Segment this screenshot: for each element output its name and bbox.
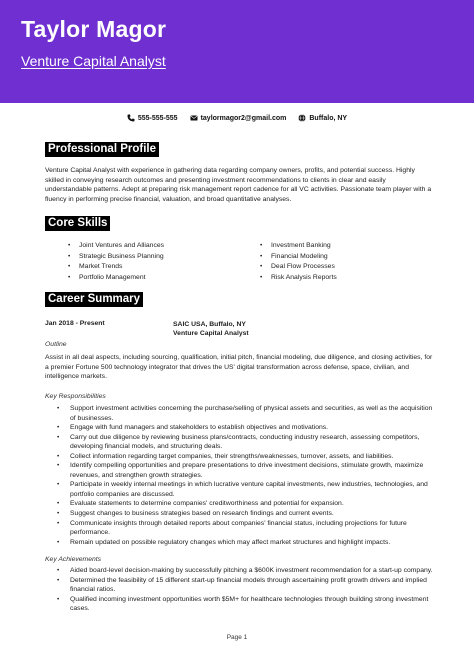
responsibilities-label: Key Responsibilities — [45, 393, 106, 400]
list-item: • Engage with fund managers and stakeholders to establish objectives and motivations. — [57, 424, 329, 432]
skill-item: • Strategic Business Planning — [68, 252, 164, 260]
skill-item: • Portfolio Management — [68, 273, 146, 281]
envelope-icon — [190, 114, 198, 122]
skill-item: • Investment Banking — [260, 242, 331, 249]
candidate-name: Taylor Magor — [21, 16, 167, 42]
phone-icon — [127, 114, 135, 122]
profile-summary: Venture Capital Analyst with experience in gathering data regarding company owners, profits, and potential success. Highly skilled in conveying research outcomes and presenting investment recommendations to clients in clear and easily understandable patterns. Adept at preparing risk management report cadence for all VC activities. Passionate team player with a fluency in performing precise financial, valuation, and broad quantitative analyses. — [45, 167, 432, 203]
section-heading-career: Career Summary — [45, 292, 143, 307]
contact-location-text: Buffalo, NY — [309, 114, 348, 122]
list-item: • Qualified incoming investment opportunities worth $5M+ for healthcare technologies through building strong investment cases. — [57, 595, 429, 613]
contact-line — [0, 114, 474, 122]
list-item: • Remain updated on possible regulatory changes which may affect market structures and highlight impacts. — [57, 538, 391, 546]
job-employer — [173, 320, 249, 339]
list-item: • Determined the feasibility of 15 different start-up financial models through ascertaining profit growth drivers and implied financial ratios. — [57, 576, 427, 594]
globe-icon — [298, 114, 306, 122]
achievements-list — [57, 566, 435, 614]
job-company: SAIC USA, Buffalo, NY — [173, 321, 246, 328]
skill-item: • Deal Flow Processes — [260, 263, 335, 270]
section-heading-profile: Professional Profile — [45, 142, 159, 157]
list-item: • Collect information regarding target companies, their strengths/weaknesses, turnover, assets, and liabilities. — [57, 452, 394, 460]
skill-item: • Market Trends — [68, 263, 123, 270]
contact-email-text: taylormagor2@gmail.com — [200, 114, 287, 122]
achievements-label: Key Achievements — [45, 556, 102, 563]
list-item: • Aided board-level decision-making by successfully pitching a $600K investment recommendation for a start-up company. — [57, 567, 433, 574]
list-item: • Identify compelling opportunities and prepare presentations to drive investment decisions, stimulate growth, maximize revenues, and strengthen growth strategies. — [57, 462, 424, 479]
list-item: • Carry out due diligence by reviewing business plans/contracts, conducting industry research, assessing competitors, developing financial models, and structuring deals. — [57, 433, 420, 451]
skills-list — [68, 241, 398, 283]
contact-location — [298, 114, 347, 122]
list-item: • Participate in weekly internal meetings in which lucrative venture capital investments, new industries, technologies, and portfolio companies are discussed. — [57, 481, 428, 498]
list-item: • Suggest changes to business strategies based on research findings and current events. — [57, 510, 334, 518]
contact-phone-text: 555-555-555 — [137, 114, 178, 122]
skill-item: • Risk Analysis Reports — [260, 273, 337, 281]
page-number: Page 1 — [226, 634, 248, 641]
list-item: • Support investment activities concerning the purchase/selling of physical assets and securities, as well as the acquisition of businesses. — [57, 405, 433, 422]
list-item: • Evaluate statements to determine companies' creditworthiness and potential for expansion. — [57, 500, 344, 508]
outline-label: Outline — [45, 341, 67, 348]
resume-header — [0, 0, 474, 103]
skill-item: • Financial Modeling — [260, 252, 328, 260]
job-role: Venture Capital Analyst — [173, 330, 249, 338]
responsibilities-list — [57, 404, 435, 547]
contact-phone[interactable] — [127, 114, 178, 122]
candidate-title: Venture Capital Analyst — [21, 53, 166, 69]
job-dates: Jan 2018 - Present — [45, 320, 105, 327]
job-outline: Assist in all deal aspects, including sourcing, qualification, initial pitch, financial modeling, due diligence, and closing activities, for a premier Fortune 500 technology integrator that drives the US' digital transformation across defense, space, civilian, and intelligence markets. — [45, 354, 433, 381]
section-heading-skills: Core Skills — [45, 216, 110, 231]
list-item: • Communicate insights through detailed reports about companies' financial status, including projections for future performance. — [57, 519, 407, 537]
contact-email[interactable] — [190, 114, 287, 122]
skill-item: • Joint Ventures and Alliances — [68, 242, 165, 249]
